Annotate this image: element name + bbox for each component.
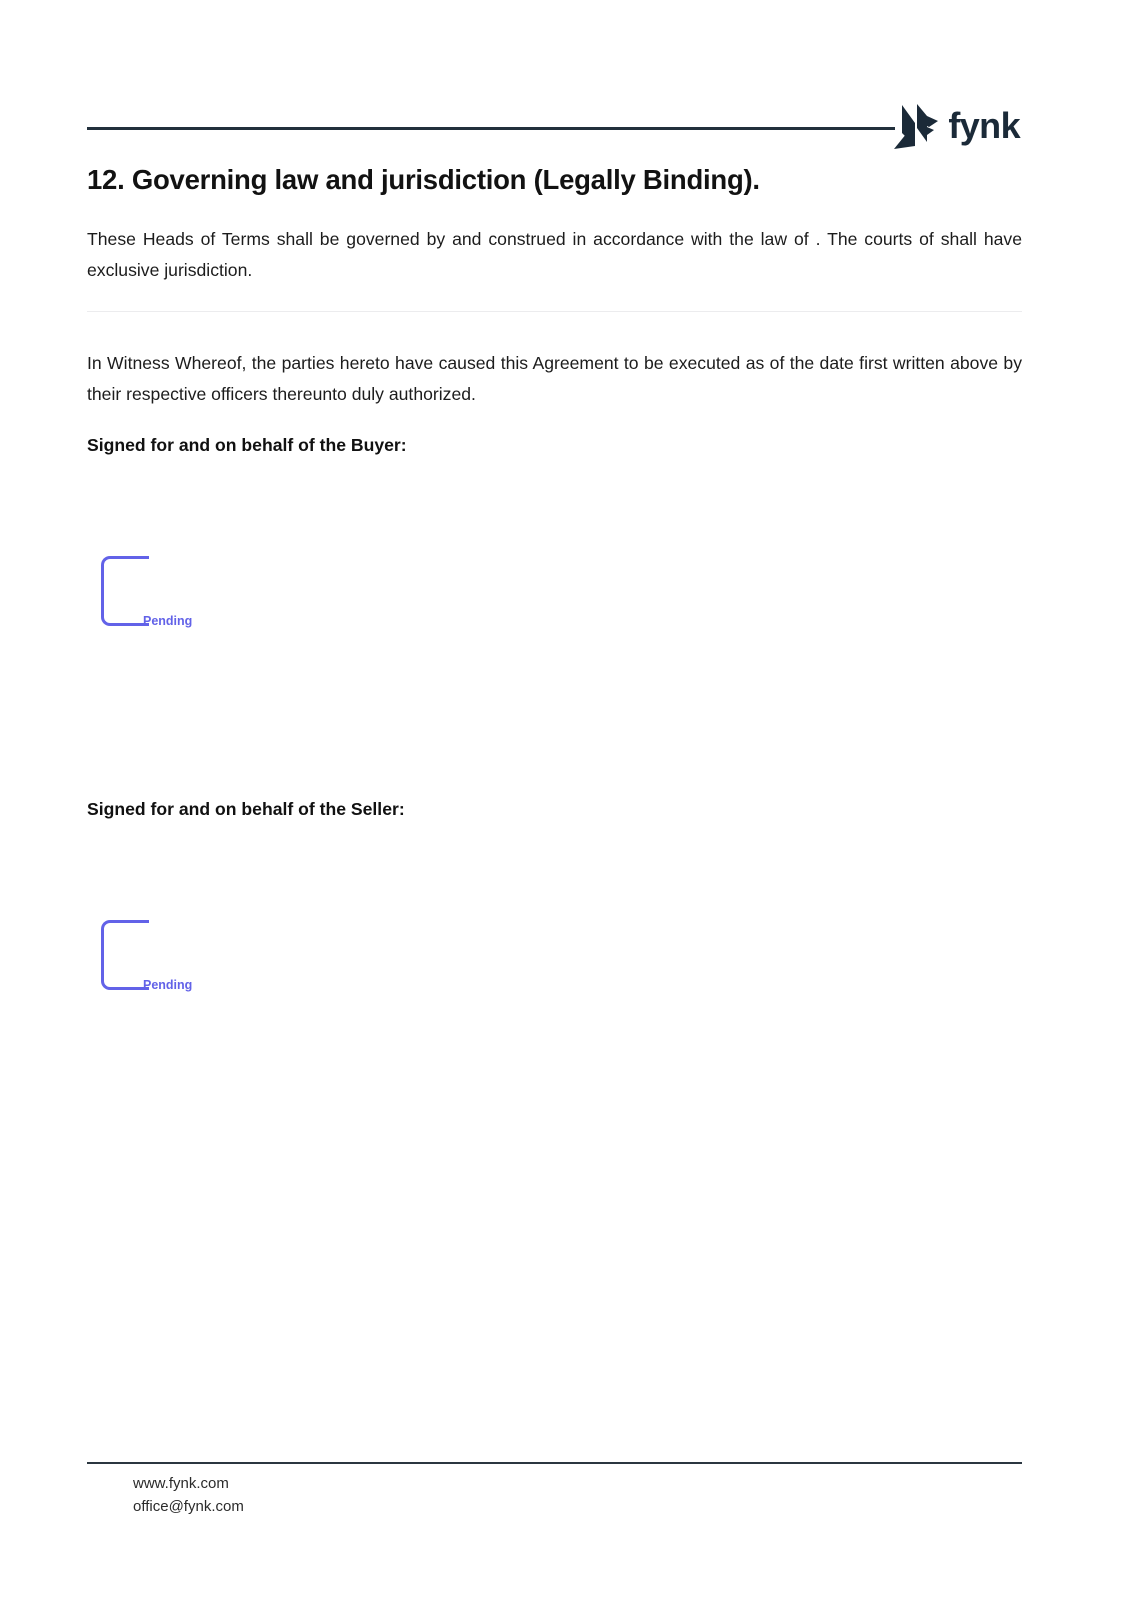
witness-whereof-paragraph: In Witness Whereof, the parties hereto have caused this Agreement to be executed as of the date first written above by their respective officers thereunto duly authorized. xyxy=(87,353,1022,404)
section-divider xyxy=(87,311,1022,312)
seller-signature-field[interactable] xyxy=(101,920,331,1000)
buyer-signature-label: Signed for and on behalf of the Buyer: xyxy=(87,435,407,455)
page-title: 12. Governing law and jurisdiction (Legally Binding). xyxy=(87,164,760,195)
governing-law-paragraph: These Heads of Terms shall be governed by and construed in accordance with the law of . The courts of shall have exclusive jurisdiction. xyxy=(87,229,1022,280)
signature-bracket-icon xyxy=(101,920,149,990)
brand-logo xyxy=(893,96,1020,158)
page-header xyxy=(87,96,1020,158)
brand-wordmark: fynk xyxy=(948,105,1020,146)
buyer-signature-field[interactable] xyxy=(101,556,331,636)
page-footer xyxy=(133,1472,633,1518)
footer-email[interactable]: office@fynk.com xyxy=(133,1498,244,1515)
signature-bracket-icon xyxy=(101,556,149,626)
footer-rule xyxy=(87,1462,1022,1464)
seller-signature-label: Signed for and on behalf of the Seller: xyxy=(87,799,405,819)
header-rule xyxy=(87,127,895,130)
footer-website[interactable]: www.fynk.com xyxy=(133,1475,229,1492)
buyer-signature-status: Pending xyxy=(143,614,193,628)
fynk-origami-bird-icon xyxy=(893,102,939,152)
seller-signature-status: Pending xyxy=(143,978,193,992)
